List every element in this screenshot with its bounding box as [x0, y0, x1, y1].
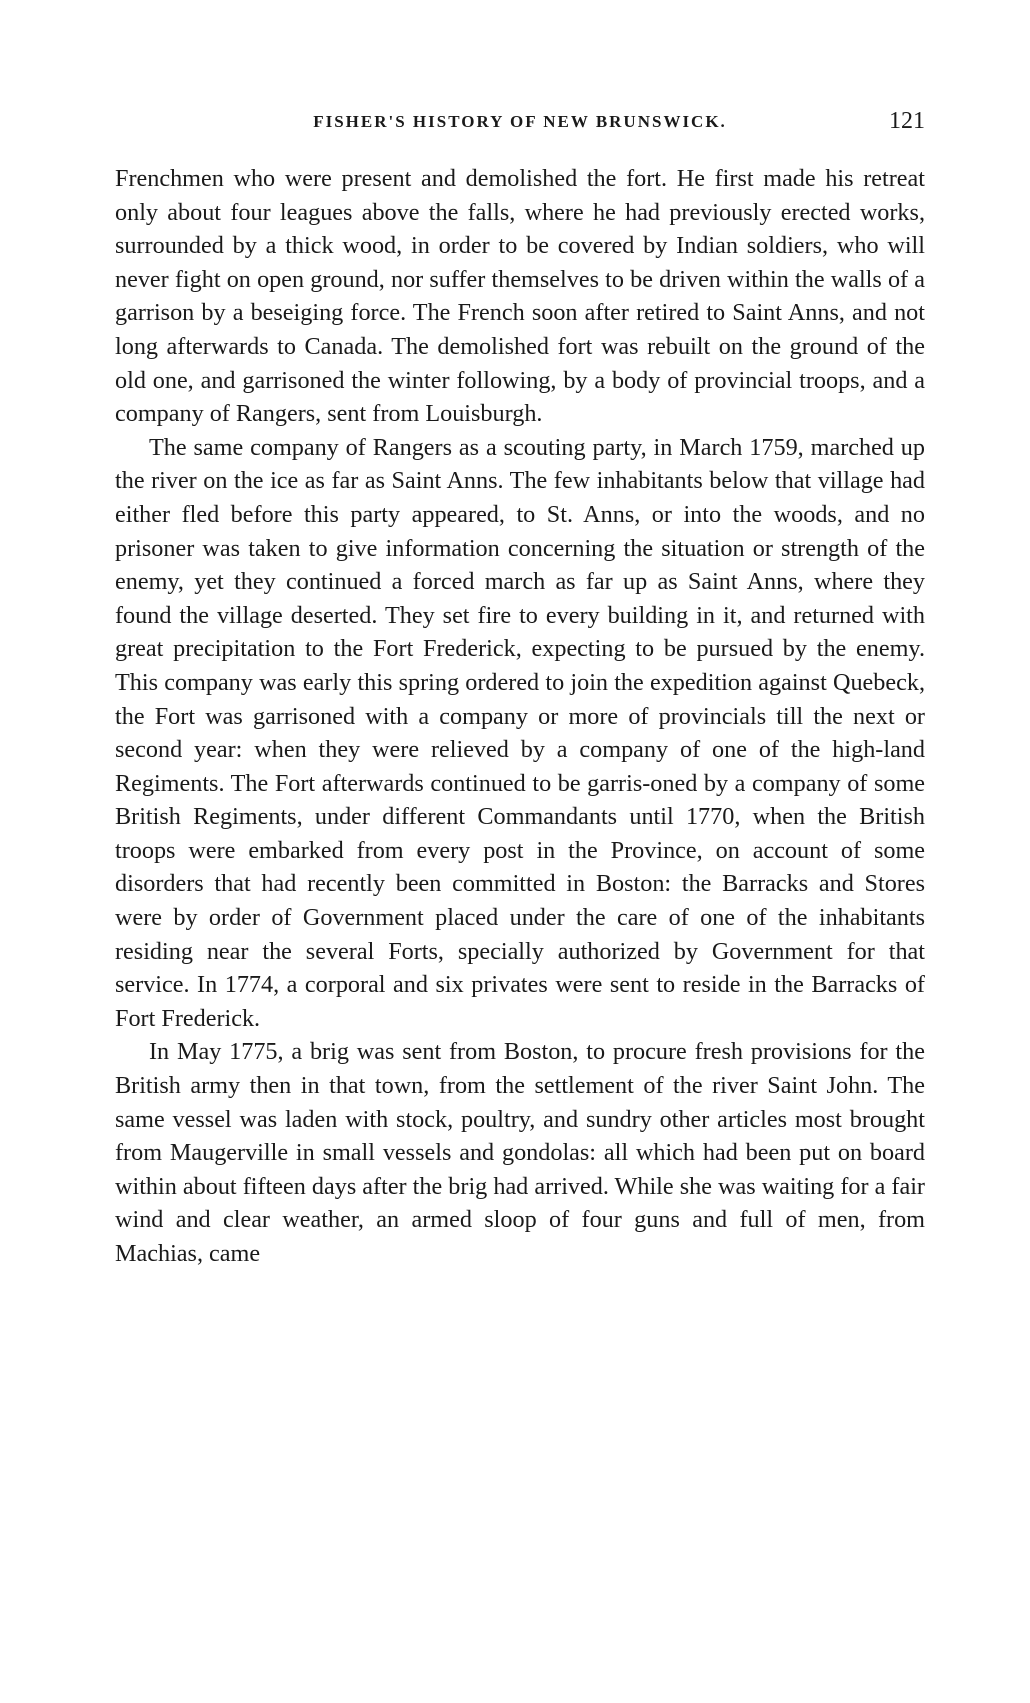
- paragraph-2: The same company of Rangers as a scouting party, in March 1759, marched up the river on the ice as far as Saint Anns. The few inhabitants below that village had either fled before this party appeared, to St. Anns, or into the woods, and no prisoner was taken to give information concerning the situation or strength of the enemy, yet they continued a forced march as far up as Saint Anns, where they found the village deserted. They set fire to every building in it, and returned with great precipitation to the Fort Frederick, expecting to be pursued by the enemy. This company was early this spring ordered to join the expedition against Quebeck, the Fort was garrisoned with a company or more of provincials till the next or second year: when they were relieved by a company of one of the high-land Regiments. The Fort afterwards continued to be garris-oned by a company of some British Regiments, under different Commandants until 1770, when the British troops were embarked from every post in the Province, on account of some disorders that had recently been committed in Boston: the Barracks and Stores were by order of Government placed under the care of one of the inhabitants residing near the several Forts, specially authorized by Government for that service. In 1774, a corporal and six privates were sent to reside in the Barracks of Fort Frederick.: [115, 433, 925, 1032]
- paragraph-1: Frenchmen who were present and demolished the fort. He first made his retreat only about four leagues above the falls, where he had previously erected works, surrounded by a thick wood, in order to be covered by Indian soldiers, who will never fight on open ground, nor suffer themselves to be driven within the walls of a garrison by a beseiging force. The French soon after retired to Saint Anns, and not long afterwards to Canada. The demolished fort was rebuilt on the ground of the old one, and garrisoned the winter following, by a body of provincial troops, and a company of Rangers, sent from Louisburgh.: [115, 165, 925, 428]
- page-number: 121: [889, 108, 925, 134]
- running-head: [115, 108, 925, 148]
- running-title: FISHER'S HISTORY OF NEW BRUNSWICK.: [313, 112, 727, 131]
- body-text: [115, 162, 925, 1271]
- paragraph-3: In May 1775, a brig was sent from Boston, to procure fresh provisions for the British army then in that town, from the settlement of the river Saint John. The same vessel was laden with stock, poultry, and sundry other articles most brought from Maugerville in small vessels and gondolas: all which had been put on board within about fifteen days after the brig had arrived. While she was waiting for a fair wind and clear weather, an armed sloop of four guns and full of men, from Machias, came: [115, 1038, 925, 1267]
- book-page: [115, 108, 925, 1271]
